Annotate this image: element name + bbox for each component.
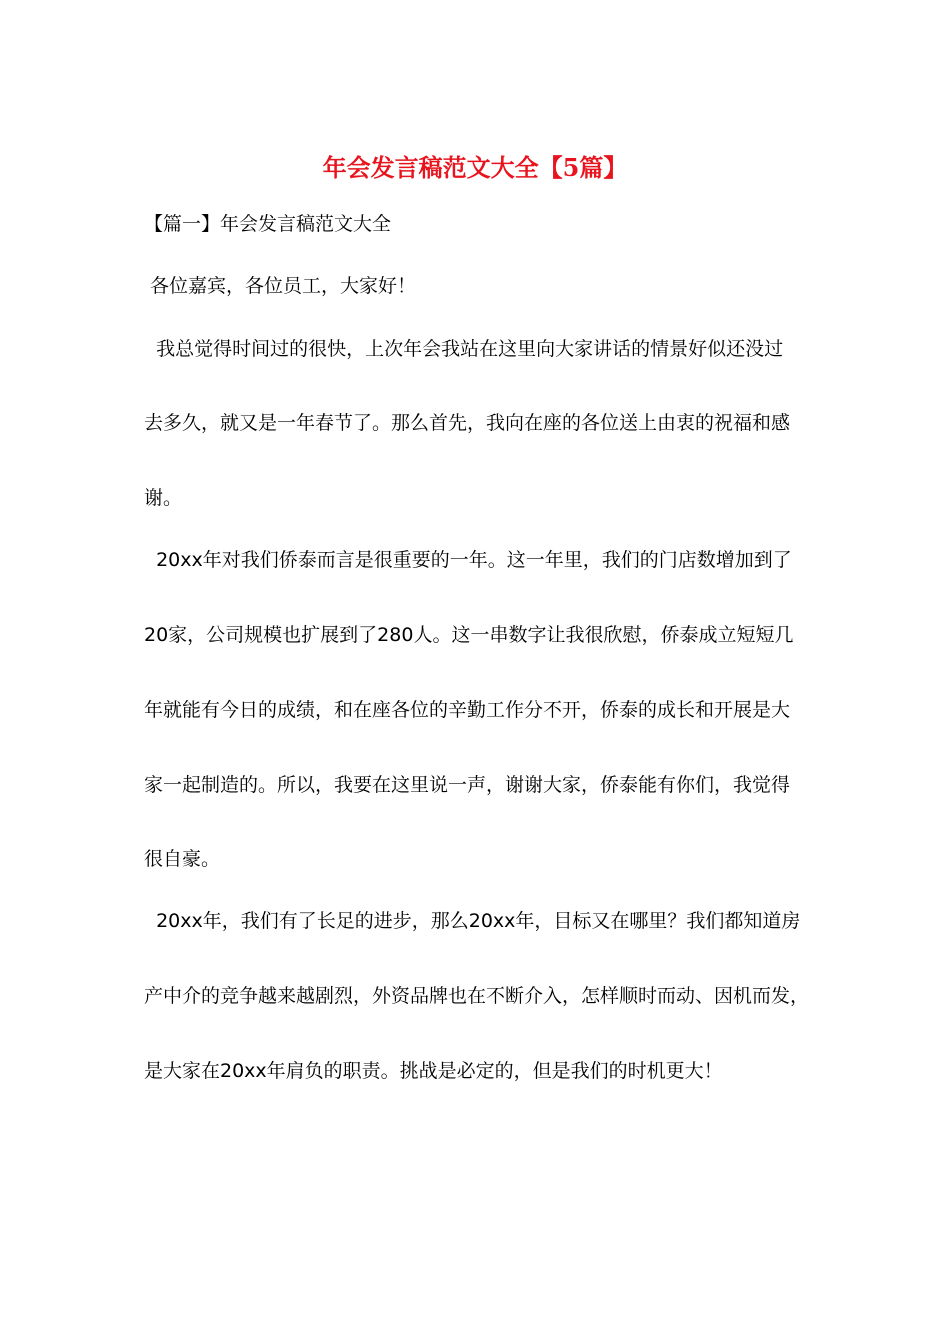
paragraph-line: 年就能有今日的成绩，和在座各位的辛勤工作分不开，侨泰的成长和开展是大 <box>144 699 791 721</box>
greeting-line: 各位嘉宾，各位员工，大家好！ <box>144 275 417 297</box>
paragraph-line: 20xx年对我们侨泰而言是很重要的一年。这一年里，我们的门店数增加到了 <box>144 549 792 571</box>
paragraph-line: 很自豪。 <box>144 848 221 870</box>
paragraph-line: 产中介的竞争越来越剧烈，外资品牌也在不断介入，怎样顺时而动、因机而发， <box>144 985 810 1007</box>
paragraph-line: 20xx年，我们有了长足的进步，那么20xx年，目标又在哪里？我们都知道房 <box>144 910 801 932</box>
section-heading: 【篇一】年会发言稿范文大全 <box>144 213 392 235</box>
paragraph-line: 我总觉得时间过的很快，上次年会我站在这里向大家讲话的情景好似还没过 <box>144 338 784 360</box>
paragraph-line: 去多久，就又是一年春节了。那么首先，我向在座的各位送上由衷的祝福和感 <box>144 412 791 434</box>
paragraph-line: 家一起制造的。所以，我要在这里说一声，谢谢大家，侨泰能有你们，我觉得 <box>144 774 791 796</box>
paragraph-line: 是大家在20xx年肩负的职责。挑战是必定的，但是我们的时机更大！ <box>144 1060 723 1082</box>
paragraph-line: 20家，公司规模也扩展到了280人。这一串数字让我很欣慰，侨泰成立短短几 <box>144 624 794 646</box>
paragraph-line: 谢。 <box>144 487 183 509</box>
document-title: 年会发言稿范文大全【5篇】 <box>322 153 628 182</box>
